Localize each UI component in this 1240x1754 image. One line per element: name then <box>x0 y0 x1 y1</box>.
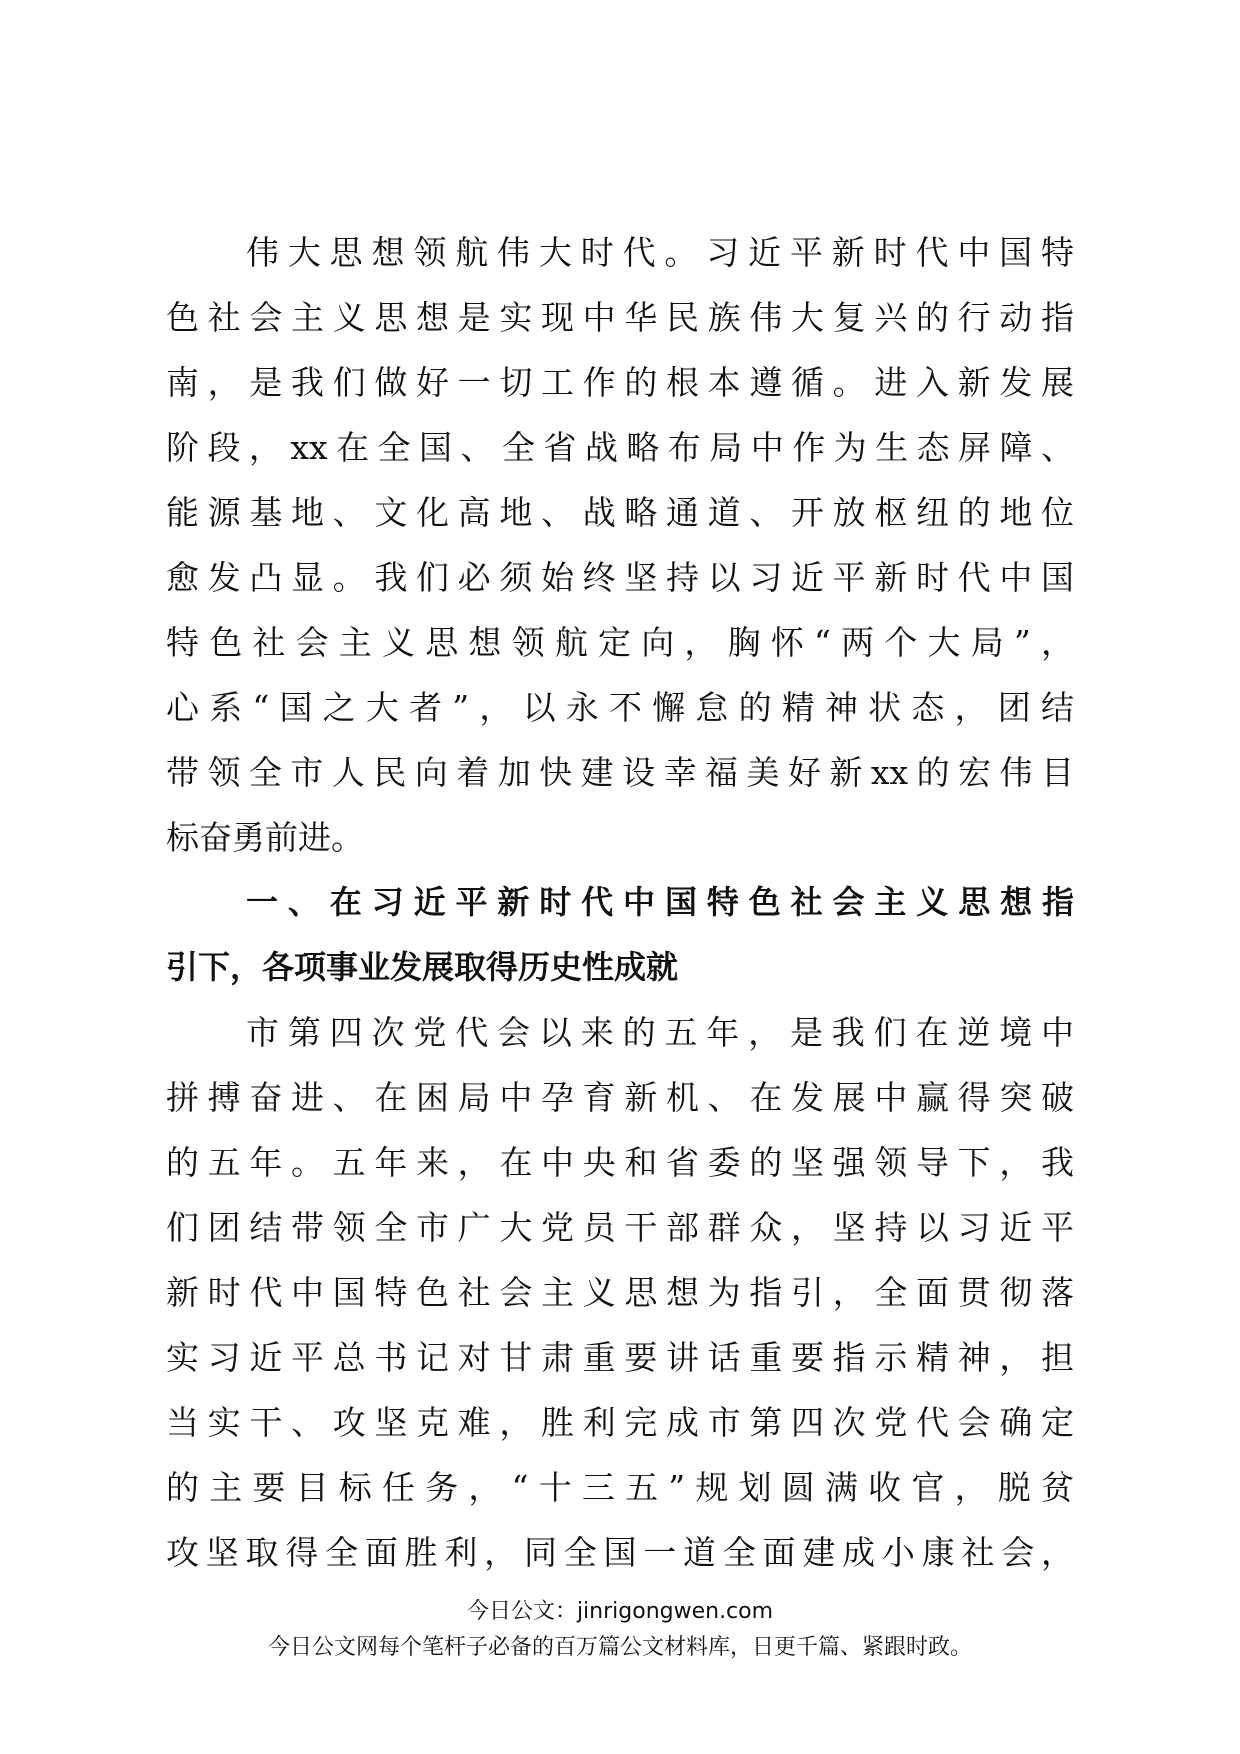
paragraph-line: 当实干、攻坚克难，胜利完成市第四次党代会确定 <box>166 1403 1074 1442</box>
paragraph-line: 愈发凸显。我们必须始终坚持以习近平新时代中国 <box>166 558 1074 597</box>
paragraph-line: 实习近平总书记对甘肃重要讲话重要指示精神，担 <box>166 1338 1074 1377</box>
paragraph-line: 标奋勇前进。 <box>166 818 364 857</box>
paragraph-line: 的主要目标任务，“十三五”规划圆满收官，脱贫 <box>166 1468 1074 1507</box>
paragraph-line: 们团结带领全市广大党员干部群众，坚持以习近平 <box>166 1208 1074 1247</box>
paragraph-line: 南，是我们做好一切工作的根本遵循。进入新发展 <box>166 363 1074 402</box>
section-heading: 引下，各项事业发展取得历史性成就 <box>166 948 679 986</box>
document-body <box>166 220 1074 1585</box>
paragraph-line: 带领全市人民向着加快建设幸福美好新xx的宏伟目 <box>166 753 1074 792</box>
paragraph-line: 阶段，xx在全国、全省战略布局中作为生态屏障、 <box>166 428 1074 467</box>
paragraph-line: 市第四次党代会以来的五年，是我们在逆境中 <box>246 1013 1074 1052</box>
paragraph-line: 能源基地、文化高地、战略通道、开放枢纽的地位 <box>166 493 1074 532</box>
paragraph-line: 拼搏奋进、在困局中孕育新机、在发展中赢得突破 <box>166 1078 1074 1117</box>
paragraph-line: 的五年。五年来，在中央和省委的坚强领导下，我 <box>166 1143 1074 1182</box>
footer-site-link[interactable]: 今日公文：jinrigongwen.com <box>466 1599 774 1624</box>
paragraph-line: 伟大思想领航伟大时代。习近平新时代中国特 <box>246 233 1074 272</box>
paragraph-line: 色社会主义思想是实现中华民族伟大复兴的行动指 <box>166 298 1074 337</box>
section-heading: 一、在习近平新时代中国特色社会主义思想指 <box>246 883 1074 921</box>
paragraph-line: 新时代中国特色社会主义思想为指引，全面贯彻落 <box>166 1273 1074 1312</box>
paragraph-line: 特色社会主义思想领航定向，胸怀“两个大局”， <box>166 623 1074 662</box>
footer-tagline: 今日公文网每个笔杆子必备的百万篇公文材料库，日更千篇、紧跟时政。 <box>267 1635 972 1660</box>
paragraph-line: 心系“国之大者”，以永不懈怠的精神状态，团结 <box>166 688 1074 727</box>
paragraph-line: 攻坚取得全面胜利，同全国一道全面建成小康社会， <box>166 1533 1074 1572</box>
